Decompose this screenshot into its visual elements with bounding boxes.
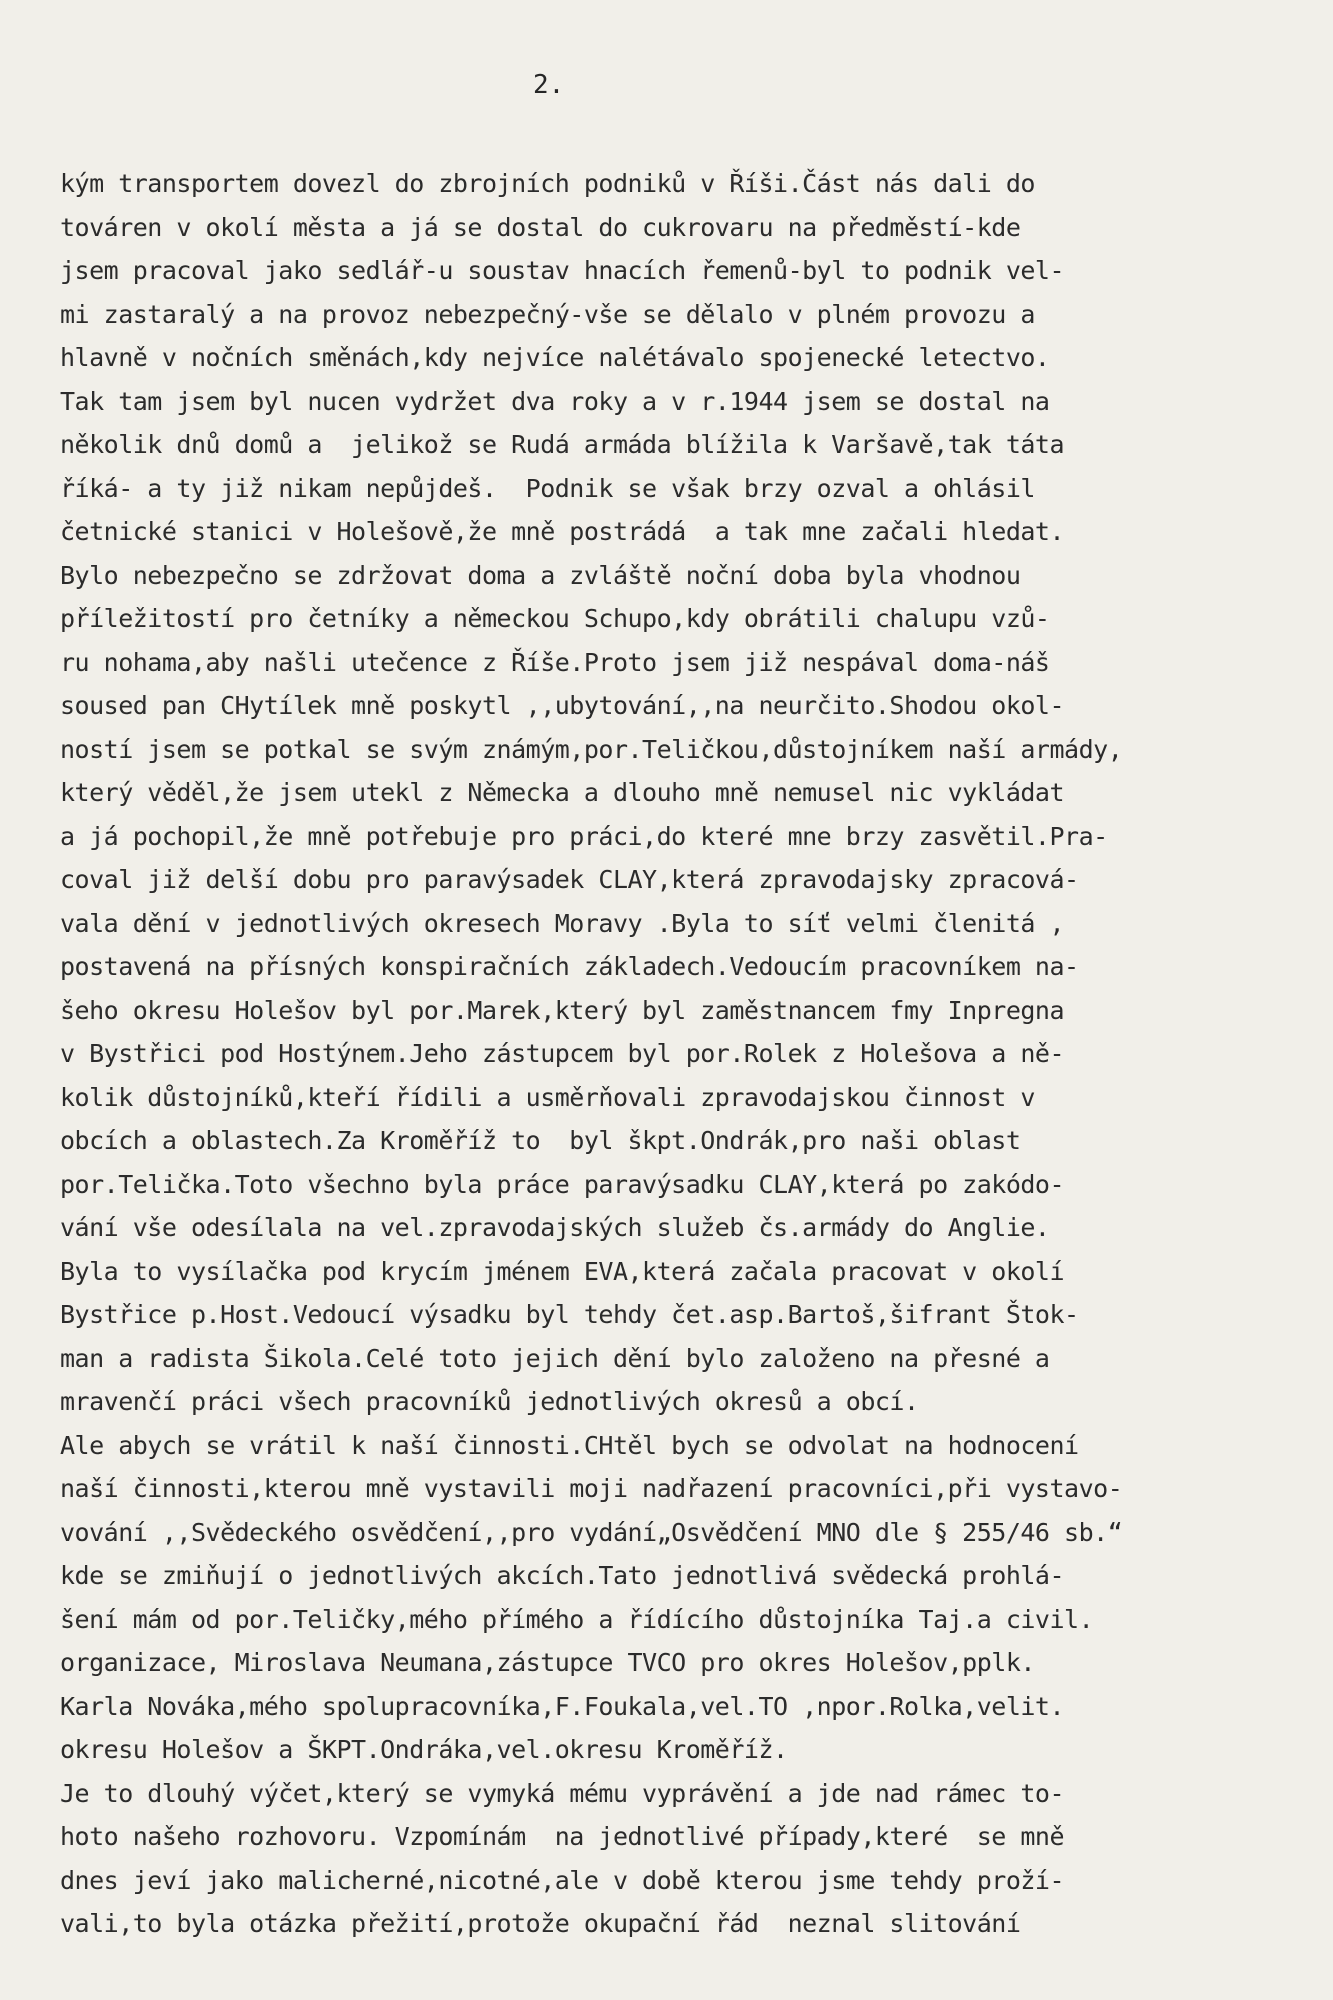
- text-line: Bystřice p.Host.Vedoucí výsadku byl tehdy čet.asp.Bartoš,šifrant Štok-: [60, 1300, 1079, 1329]
- text-line: dnes jeví jako malicherné,nicotné,ale v době kterou jsme tehdy proží-: [60, 1865, 1065, 1895]
- text-line: a já pochopil,že mně potřebuje pro práci,do které mne brzy zasvětil.Pra-: [60, 821, 1108, 851]
- text-line: vování ,,Svědeckého osvědčení,,pro vydání„Osvědčení MNO dle § 255/46 sb.“: [60, 1517, 1123, 1547]
- text-line: jsem pracoval jako sedlář-u soustav hnacích řemenů-byl to podnik vel-: [60, 256, 1065, 285]
- text-line: man a radista Šikola.Celé toto jejich dění bylo založeno na přesné a: [60, 1343, 1050, 1373]
- text-line: mravenčí práci všech pracovníků jednotlivých okresů a obcí.: [60, 1387, 919, 1416]
- text-line: v Bystřici pod Hostýnem.Jeho zástupcem byl por.Rolek z Holešova a ně-: [60, 1039, 1065, 1068]
- text-line: šení mám od por.Teličky,mého přímého a řídícího důstojníka Taj.a civil.: [60, 1604, 1094, 1634]
- text-line: Je to dlouhý výčet,který se vymyká mému vyprávění a jde nad rámec to-: [60, 1778, 1065, 1808]
- text-line: Karla Nováka,mého spolupracovníka,F.Foukala,vel.TO ,npor.Rolka,velit.: [60, 1691, 1065, 1721]
- text-line: naší činnosti,kterou mně vystavili moji nadřazení pracovníci,při vystavo-: [60, 1474, 1123, 1503]
- text-line: ru nohama,aby našli utečence z Říše.Proto jsem již nespával doma-náš: [60, 647, 1050, 677]
- text-line: šeho okresu Holešov byl por.Marek,který byl zaměstnancem fmy Inpregna: [60, 995, 1065, 1025]
- text-line: hlavně v nočních směnách,kdy nejvíce nalétávalo spojenecké letectvo.: [60, 343, 1050, 372]
- text-line: kde se zmiňují o jednotlivých akcích.Tato jednotlivá svědecká prohlá-: [60, 1561, 1065, 1590]
- text-line: četnické stanici v Holešově,že mně postrádá a tak mne začali hledat.: [60, 517, 1065, 546]
- text-line: kým transportem dovezl do zbrojních podniků v Říši.Část nás dali do: [60, 169, 1035, 198]
- text-line: soused pan CHytílek mně poskytl ,,ubytování,,na neurčito.Shodou okol-: [60, 691, 1065, 720]
- text-line: vala dění v jednotlivých okresech Moravy .Byla to síť velmi členitá ,: [60, 908, 1065, 938]
- text-line: vání vše odesílala na vel.zpravodajských služeb čs.armády do Anglie.: [60, 1213, 1050, 1242]
- text-line: coval již delší dobu pro paravýsadek CLAY,která zpravodajsky zpracová-: [60, 865, 1079, 894]
- text-line: por.Telička.Toto všechno byla práce paravýsadku CLAY,která po zakódo-: [60, 1169, 1065, 1199]
- text-line: okresu Holešov a ŠKPT.Ondráka,vel.okresu Kroměříž.: [60, 1735, 788, 1764]
- text-line: továren v okolí města a já se dostal do cukrovaru na předměstí-kde: [60, 212, 1021, 242]
- text-line: hoto našeho rozhovoru. Vzpomínám na jednotlivé případy,které se mně: [60, 1822, 1065, 1851]
- text-line: organizace, Miroslava Neumana,zástupce TVCO pro okres Holešov,pplk.: [60, 1648, 1035, 1677]
- text-line: ností jsem se potkal se svým známým,por.Teličkou,důstojníkem naší armády,: [60, 734, 1123, 764]
- body-text: [60, 162, 1320, 1946]
- text-line: který věděl,že jsem utekl z Německa a dlouho mně nemusel nic vykládat: [60, 778, 1065, 807]
- text-line: mi zastaralý a na provoz nebezpečný-vše se dělalo v plném provozu a: [60, 299, 1035, 329]
- text-line: Ale abych se vrátil k naší činnosti.CHtěl bych se odvolat na hodnocení: [60, 1430, 1079, 1460]
- text-line: postavená na přísných konspiračních základech.Vedoucím pracovníkem na-: [60, 952, 1079, 981]
- text-line: několik dnů domů a jelikož se Rudá armáda blížila k Varšavě,tak táta: [60, 430, 1065, 459]
- text-line: Tak tam jsem byl nucen vydržet dva roky a v r.1944 jsem se dostal na: [60, 386, 1050, 416]
- text-line: Bylo nebezpečno se zdržovat doma a zvláště noční doba byla vhodnou: [60, 560, 1021, 590]
- text-line: kolik důstojníků,kteří řídili a usměrňovali zpravodajskou činnost v: [60, 1082, 1035, 1112]
- text-line: vali,to byla otázka přežití,protože okupační řád neznal slitování: [60, 1909, 1021, 1938]
- text-line: obcích a oblastech.Za Kroměříž to byl škpt.Ondrák,pro naši oblast: [60, 1126, 1021, 1155]
- page-number: 2.: [533, 70, 565, 100]
- text-line: Byla to vysílačka pod krycím jménem EVA,která začala pracovat v okolí: [60, 1256, 1065, 1286]
- text-line: říká- a ty již nikam nepůjdeš. Podnik se však brzy ozval a ohlásil: [60, 473, 1035, 503]
- text-line: příležitostí pro četníky a německou Schupo,kdy obrátili chalupu vzů-: [60, 604, 1050, 633]
